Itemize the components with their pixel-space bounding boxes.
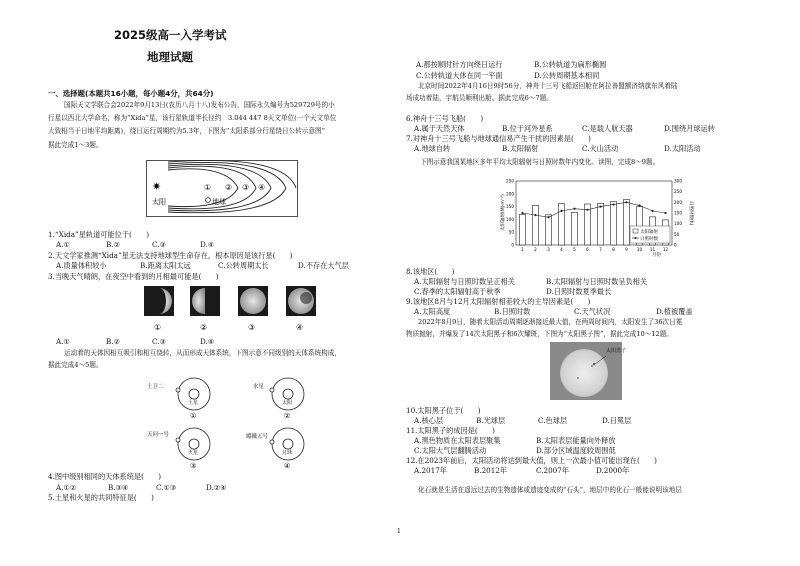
- chart-xtick: 8: [612, 247, 615, 252]
- intro2-line2: 据此完成4～5题。: [48, 361, 103, 369]
- system-label-1: ①: [190, 412, 197, 420]
- chart-xtick: 2: [534, 247, 537, 252]
- intro1-line2: 行星以西北大学命名，称为“Xida”星，该行星轨道半长径约 3.044 447 8天文单位(一个天文单位: [48, 114, 337, 122]
- q1-opt-c[interactable]: C.③: [152, 240, 166, 249]
- chart-point: [625, 201, 627, 203]
- q4-opt-d[interactable]: D.②④: [206, 483, 227, 492]
- q11-stem: 11.太阳黑子的成因是( ): [406, 426, 495, 435]
- exam-title: 2025级高一入学考试: [114, 28, 227, 42]
- chart-bar: [520, 214, 526, 245]
- q3-opt-a[interactable]: A.①: [56, 337, 70, 346]
- chart-xtick: 5: [573, 247, 576, 252]
- mars-label: 火星: [188, 450, 199, 456]
- q10-opt-d[interactable]: D.日冕层: [602, 416, 632, 425]
- q6-opt-a[interactable]: A.属于天然天体: [414, 124, 465, 133]
- q7-opt-b[interactable]: B.太阳辐射: [502, 144, 539, 153]
- q2-opt-a[interactable]: A.质量体积较小: [56, 261, 107, 270]
- q3-stem: 3.当晚天气晴朗，在夜空中看到的月相最可能是( ): [48, 272, 219, 281]
- q10-opt-c[interactable]: C.色球层: [538, 416, 568, 425]
- chart-xlabel: 月份: [652, 253, 661, 258]
- moon-phases-figure: [142, 284, 322, 334]
- q8-opt-d[interactable]: D.日照时数夏季最长: [546, 287, 612, 296]
- sun-disk: [560, 349, 608, 397]
- moon-label-2: ②: [200, 323, 208, 332]
- chart-point: [560, 210, 562, 212]
- section-heading: 一、选择题(本题共16小题，每小题4分，共64分): [48, 89, 214, 98]
- chart-point: [638, 204, 640, 206]
- intro1-line3: 大致相当于日地平均距离)，绕日运行周期约为5.3年，下图为“太阳系部分行星绕日公转示意图”: [48, 127, 325, 135]
- q9-opt-b[interactable]: B.日照时数: [494, 307, 531, 316]
- chart-point: [664, 212, 666, 214]
- sun-icon: ✷: [152, 180, 162, 193]
- chart-point: [534, 214, 536, 216]
- q5-opt-a[interactable]: A.都按顺时针方向绕日运行: [416, 60, 503, 69]
- q7-opt-a[interactable]: A.地球自转: [414, 144, 451, 153]
- chart-series-line: [523, 202, 666, 217]
- chart-xtick: 10: [636, 247, 643, 252]
- q10-opt-a[interactable]: A.核心层: [414, 416, 444, 425]
- legend-series-1: 太阳辐射: [640, 230, 658, 235]
- q6-opt-c[interactable]: C.是载人航天器: [582, 124, 633, 133]
- q4-opt-c[interactable]: C.①③: [156, 483, 177, 492]
- q1-opt-d[interactable]: D.④: [200, 240, 215, 249]
- q8-opt-b[interactable]: B.太阳辐射与日照时数呈负相关: [546, 277, 648, 286]
- chart-bar: [559, 204, 565, 245]
- system-label-2: ②: [284, 412, 291, 420]
- moon-phase-1: [144, 286, 174, 316]
- celestial-systems-figure: [142, 372, 342, 472]
- q2-opt-d[interactable]: D.不存在大气层: [298, 261, 349, 270]
- chart-xtick: 12: [662, 247, 669, 252]
- chart-y2tick: 50: [674, 231, 680, 237]
- sun-center-label: 太阳: [282, 400, 293, 406]
- q8-opt-c[interactable]: C.春季的太阳辐射高于秋季: [414, 287, 501, 296]
- q3-opt-b[interactable]: B.②: [106, 337, 121, 346]
- moon-phase-4: [286, 286, 316, 316]
- moon-label-4: ④: [296, 323, 304, 332]
- q4-stem: 4.图中级别相同的天体系统是( ): [48, 472, 162, 481]
- moon-phase-3: [238, 286, 268, 316]
- q1-opt-b[interactable]: B.②: [106, 240, 121, 249]
- intro6: 化石就是生活在遥远过去的生物遗体或遗迹变成的“石头”，地层中的化石一般能说明该地层: [418, 486, 682, 494]
- q10-stem: 10.太阳黑子位于( ): [406, 406, 481, 415]
- chart-ytick: 50: [508, 229, 514, 235]
- moon-label-3: ③: [248, 323, 256, 332]
- q7-opt-c[interactable]: C.火山活动: [582, 144, 619, 153]
- legend-series-2: 日照时数: [640, 237, 658, 242]
- chart-bar: [598, 203, 604, 245]
- chart-ytick: 200: [506, 191, 514, 197]
- sunspot-icon: [593, 363, 595, 365]
- chart-xtick: 11: [649, 247, 656, 252]
- chart-legend: [630, 226, 670, 243]
- chart-point: [547, 216, 549, 218]
- chart-point: [651, 210, 653, 212]
- q12-opt-d[interactable]: D.2000年: [596, 466, 630, 475]
- intro2-line1: 运动着的天体因相互吸引和相互绕转，从而形成天体系统，下图示意不同级别的天体系统构成，: [64, 349, 341, 357]
- chart-xtick: 6: [586, 247, 589, 252]
- q5-opt-d[interactable]: D.公转周期基本相同: [534, 71, 600, 80]
- chart-y2label: 日照时数(h): [688, 201, 693, 226]
- q11-opt-a[interactable]: A.黑色物质在太阳表层聚集: [414, 436, 501, 445]
- chart-y2tick: 200: [674, 199, 682, 205]
- chart-ytick: 150: [506, 204, 514, 210]
- orbit-label-3: ③: [242, 183, 250, 192]
- chart-xtick: 9: [625, 247, 628, 252]
- chart-point: [612, 203, 614, 205]
- chart-ylabel: 太阳辐射(MJ·m⁻²): [501, 194, 506, 231]
- earth-icon: [206, 198, 211, 203]
- chart-point: [586, 209, 588, 211]
- q11-opt-b[interactable]: B.太阳表层能量向外释放: [536, 436, 616, 445]
- moon-label-1: ①: [154, 323, 162, 332]
- q12-opt-c[interactable]: C.2007年: [536, 466, 570, 475]
- chart-point: [573, 208, 575, 210]
- legend-line-swatch: [635, 237, 637, 239]
- q9-opt-c[interactable]: C.天气状况: [574, 307, 611, 316]
- system-label-3: ③: [190, 462, 197, 470]
- mercury-label: 水星: [253, 384, 265, 390]
- intro3-line1: 北京时间2022年4月16日9时56分，神舟十三号飞船返回舱在阿拉善盟额济纳旗东风着陆: [418, 82, 678, 90]
- solar-system-figure: [146, 160, 298, 217]
- intro5-line1: 2022年8月9日，随着太阳活动周期逐渐接近最大值，在两周时间内，太阳发生了36次日冕: [418, 318, 683, 326]
- chart-bar: [624, 199, 630, 245]
- exam-subtitle: 地理试题: [147, 50, 193, 64]
- q11-opt-c[interactable]: C.太阳大气层翻腾活动: [414, 446, 487, 455]
- chart-y2tick: 150: [674, 210, 682, 216]
- q5-stem: 5.土星和火星的共同特征是( ): [48, 493, 154, 502]
- q2-opt-c[interactable]: C.公转周期太长: [218, 261, 269, 270]
- q6-opt-b[interactable]: B.位于河外星系: [502, 124, 553, 133]
- q11-opt-d[interactable]: D.部分区域温度较周围低: [536, 446, 616, 455]
- q10-opt-b[interactable]: B.光球层: [476, 416, 506, 425]
- q12-stem: 12.在2023年前后，太阳活动将达到最大值，则上一次最小值可能出现在( ): [406, 456, 657, 465]
- q9-opt-a[interactable]: A.太阳高度: [414, 307, 451, 316]
- q2-stem: 2.天文学家推测“Xida”星无法支持地球型生命存在，根本原因是该行星( ): [48, 251, 293, 260]
- intro4: 下图示意我国某地区多年平均太阳辐射与日照时数年内变化。读图，完成8～9题。: [420, 158, 660, 166]
- q9-stem: 9.该地区8月与12月太阳辐射相差较大的主导因素是( ): [406, 297, 591, 306]
- tianwen-label: 天问一号: [147, 432, 170, 438]
- q12-opt-b[interactable]: B.2012年: [474, 466, 508, 475]
- q8-stem: 8.该地区( ): [406, 267, 455, 276]
- chart-point: [521, 212, 523, 214]
- chart-bar: [546, 215, 552, 245]
- radiation-sunshine-chart: [492, 178, 696, 264]
- chart-xtick: 1: [521, 247, 524, 252]
- chart-ytick: 100: [506, 216, 514, 222]
- chart-xtick: 3: [547, 247, 550, 252]
- chart-xtick: 4: [560, 247, 563, 252]
- sunspot-figure: [550, 342, 627, 400]
- orbit-label-2: ②: [225, 183, 233, 192]
- change5-label: 嫦娥五号: [246, 434, 269, 440]
- q2-opt-b[interactable]: B.距离太阳太远: [140, 261, 191, 270]
- q4-opt-b[interactable]: B.③④: [108, 483, 129, 492]
- chart-bar: [611, 201, 617, 245]
- system-label-4: ④: [284, 462, 291, 470]
- chart-ytick: 0: [511, 242, 514, 248]
- sunspot-label: 太阳黑子: [606, 348, 627, 354]
- sun-label: 太阳: [152, 198, 166, 206]
- chart-bar: [572, 212, 578, 245]
- page-number: 1: [397, 528, 401, 535]
- q7-stem: 7.对神舟十三号飞船与地球通信易产生干扰的因素是( ): [406, 134, 591, 143]
- orbit-label-1: ①: [204, 183, 212, 192]
- q7-opt-d[interactable]: D.太阳活动: [664, 144, 701, 153]
- q1-opt-a[interactable]: A.①: [56, 240, 70, 249]
- moon-phase-2: [190, 286, 220, 316]
- legend-bar-swatch: [633, 229, 638, 233]
- intro3-line2: 场成功着陆，宇航员顺利出舱。据此完成6～7题。: [406, 94, 553, 102]
- q3-opt-c[interactable]: C.③: [152, 337, 166, 346]
- q9-opt-d[interactable]: D.植被覆盖: [656, 307, 693, 316]
- chart-bar: [533, 205, 539, 245]
- chart-ytick: 250: [506, 178, 514, 184]
- q1-stem: 1.“Xida”星轨道可能位于( ): [48, 230, 150, 239]
- orbit-label-4: ④: [258, 183, 266, 192]
- q5-opt-c[interactable]: C.公转轨道大体在同一平面: [416, 71, 503, 80]
- q8-opt-a[interactable]: A.太阳辐射与日照时数呈正相关: [414, 277, 515, 286]
- q6-opt-d[interactable]: D.围绕月球运转: [664, 124, 715, 133]
- intro1-line1: 国际天文学联合会2022年9月13日(农历八月十八)发布公告，国际永久编号为529729号的小: [64, 101, 335, 109]
- earth-label: 地球: [212, 198, 226, 206]
- chart-y2tick: 100: [674, 221, 682, 227]
- moon-center-label: 月球: [282, 450, 293, 456]
- q6-stem: 6.神舟十三号飞船( ): [406, 114, 484, 123]
- chart-xtick: 7: [599, 247, 602, 252]
- chart-y2tick: 250: [674, 189, 682, 195]
- saturn-label: 土星: [188, 400, 199, 406]
- q3-opt-d[interactable]: D.④: [200, 337, 215, 346]
- intro5-line2: 物质抛射，并爆发了14次太阳黑子和6次耀斑，下图为“太阳黑子图”，据此完成10～12题。: [406, 330, 673, 338]
- chart-point: [599, 206, 601, 208]
- q4-opt-a[interactable]: A.①②: [56, 483, 77, 492]
- intro1-line4: 据此完成1～3题。: [48, 141, 103, 149]
- chart-y2tick: 0: [674, 242, 677, 248]
- q12-opt-a[interactable]: A.2017年: [414, 466, 447, 475]
- q5-opt-b[interactable]: B.公转轨道为扁形椭圆: [534, 60, 607, 69]
- saturn-moon-label: 土卫二: [147, 384, 164, 390]
- chart-y2tick: 300: [674, 178, 682, 184]
